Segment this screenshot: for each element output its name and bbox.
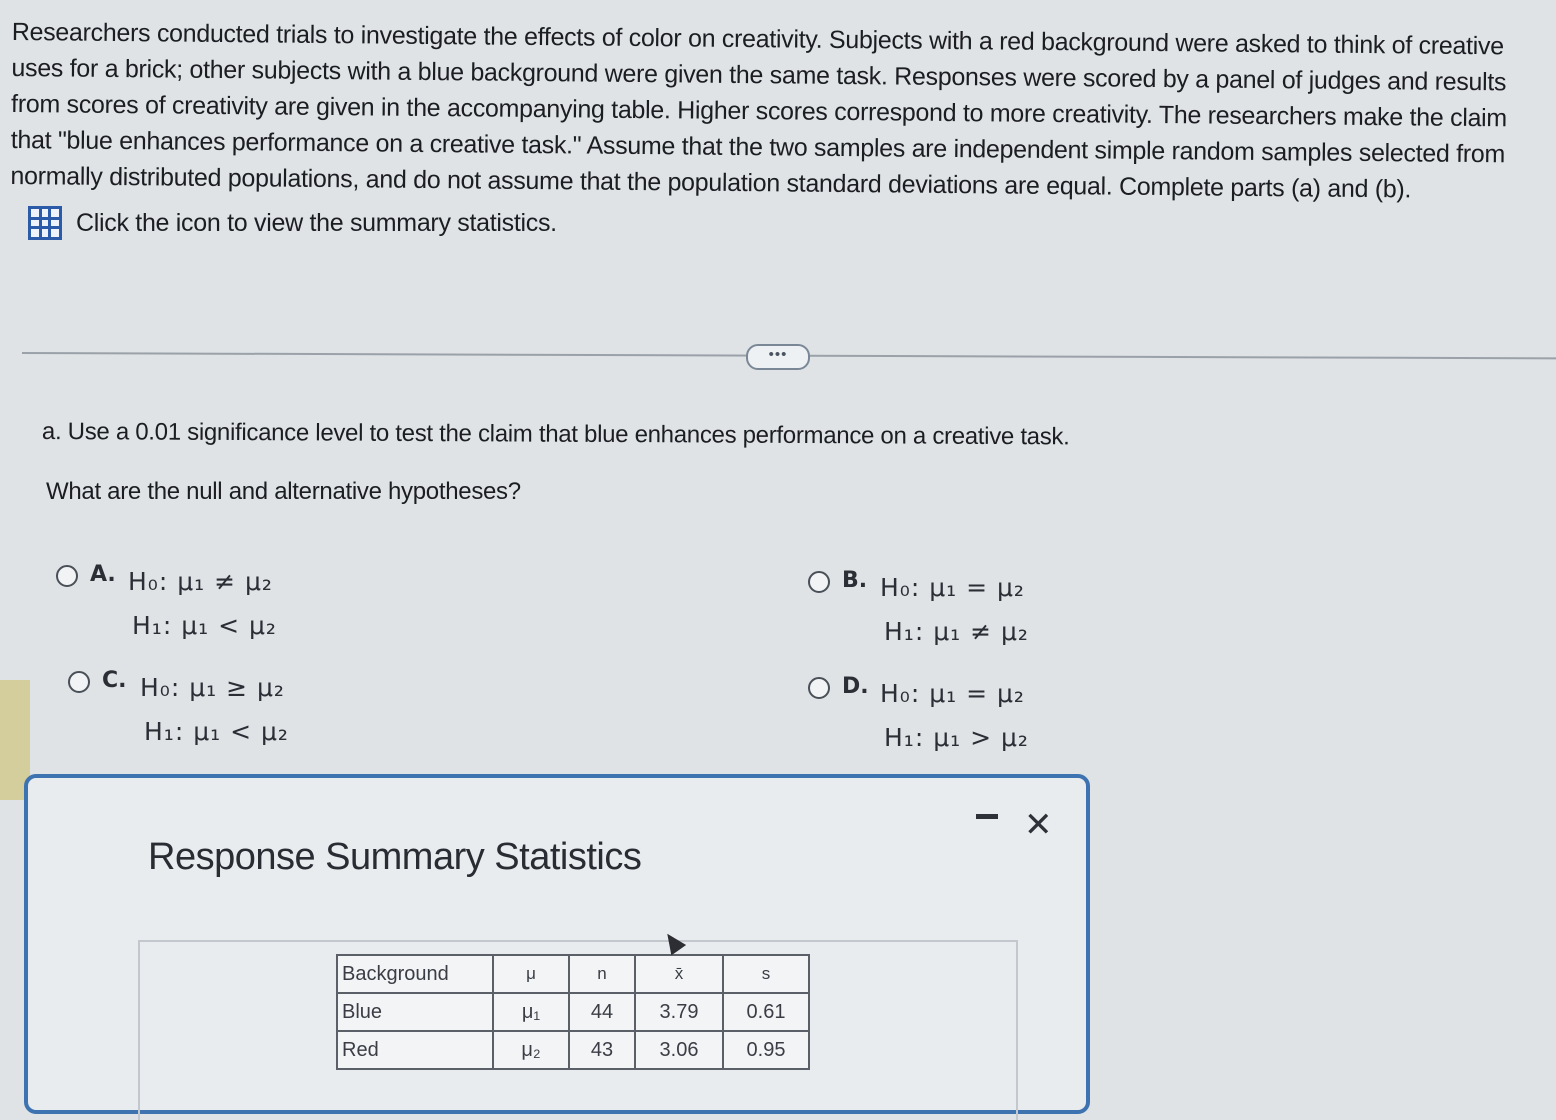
hypotheses-question: What are the null and alternative hypotheses? [46,478,521,505]
cell-s: 0.95 [723,1031,809,1069]
table-header-row [337,955,809,993]
header-n: n [569,955,635,993]
summary-statistics-popup [24,774,1090,1114]
close-icon[interactable]: ✕ [1024,806,1053,844]
cell-xbar: 3.79 [635,993,723,1031]
header-mu: μ [493,955,569,993]
option-b-null: H₀: μ₁ = μ₂ [880,573,1025,602]
cell-background: Red [337,1031,493,1069]
option-a-radio[interactable] [56,565,78,587]
header-xbar: x̄ [635,955,723,993]
cell-n: 44 [569,993,635,1031]
cell-mu: μ₁ [493,993,569,1031]
summary-statistics-link-text[interactable]: Click the icon to view the summary statistics. [76,208,557,237]
option-c-null: H₀: μ₁ ≥ μ₂ [140,673,285,702]
table-row [337,993,809,1031]
summary-statistics-link[interactable] [28,206,557,240]
option-d-null: H₀: μ₁ = μ₂ [880,679,1025,708]
cell-background: Blue [337,993,493,1031]
option-a-letter: A. [90,562,116,587]
option-a-alt: H₁: μ₁ < μ₂ [132,611,277,640]
problem-line: that "blue enhances performance on a creative task." Assume that the two samples are independent simple random samples selected from [10,125,1506,169]
problem-line: Researchers conducted trials to investigate the effects of color on creativity. Subjects with a red background were asked to think of creative [11,17,1504,61]
problem-line: uses for a brick; other subjects with a blue background were given the same task. Responses were scored by a panel of judges and results [11,53,1507,97]
summary-statistics-table [336,954,810,1070]
option-d-alt: H₁: μ₁ > μ₂ [884,723,1029,752]
header-background: Background [337,955,493,993]
expand-button[interactable]: ••• [746,344,810,370]
part-a-prompt: a. Use a 0.01 significance level to test the claim that blue enhances performance on a creative task. [41,418,1070,451]
cell-n: 43 [569,1031,635,1069]
option-d-letter: D. [842,674,869,699]
option-b-alt: H₁: μ₁ ≠ μ₂ [884,617,1029,646]
option-c-alt: H₁: μ₁ < μ₂ [144,717,289,746]
option-c[interactable] [68,666,289,754]
minimize-button[interactable] [976,814,998,819]
option-d-radio[interactable] [808,677,830,699]
table-row [337,1031,809,1069]
option-c-radio[interactable] [68,671,90,693]
option-a-null: H₀: μ₁ ≠ μ₂ [128,567,273,596]
cell-s: 0.61 [723,993,809,1031]
cell-xbar: 3.06 [635,1031,723,1069]
problem-line: normally distributed populations, and do not assume that the population standard deviations are equal. Complete parts (a) and (b). [10,161,1412,204]
popup-title: Response Summary Statistics [148,836,642,878]
table-grid-icon[interactable] [28,206,62,240]
option-b-letter: B. [842,568,868,593]
header-s: s [723,955,809,993]
option-d[interactable] [808,672,1029,760]
problem-statement [10,14,1552,209]
problem-line: from scores of creativity are given in the accompanying table. Higher scores correspond to more creativity. The researchers make the claim [11,89,1508,133]
option-b[interactable] [808,566,1029,654]
option-b-radio[interactable] [808,571,830,593]
option-a[interactable] [56,560,277,648]
option-c-letter: C. [102,668,127,693]
cell-mu: μ₂ [493,1031,569,1069]
